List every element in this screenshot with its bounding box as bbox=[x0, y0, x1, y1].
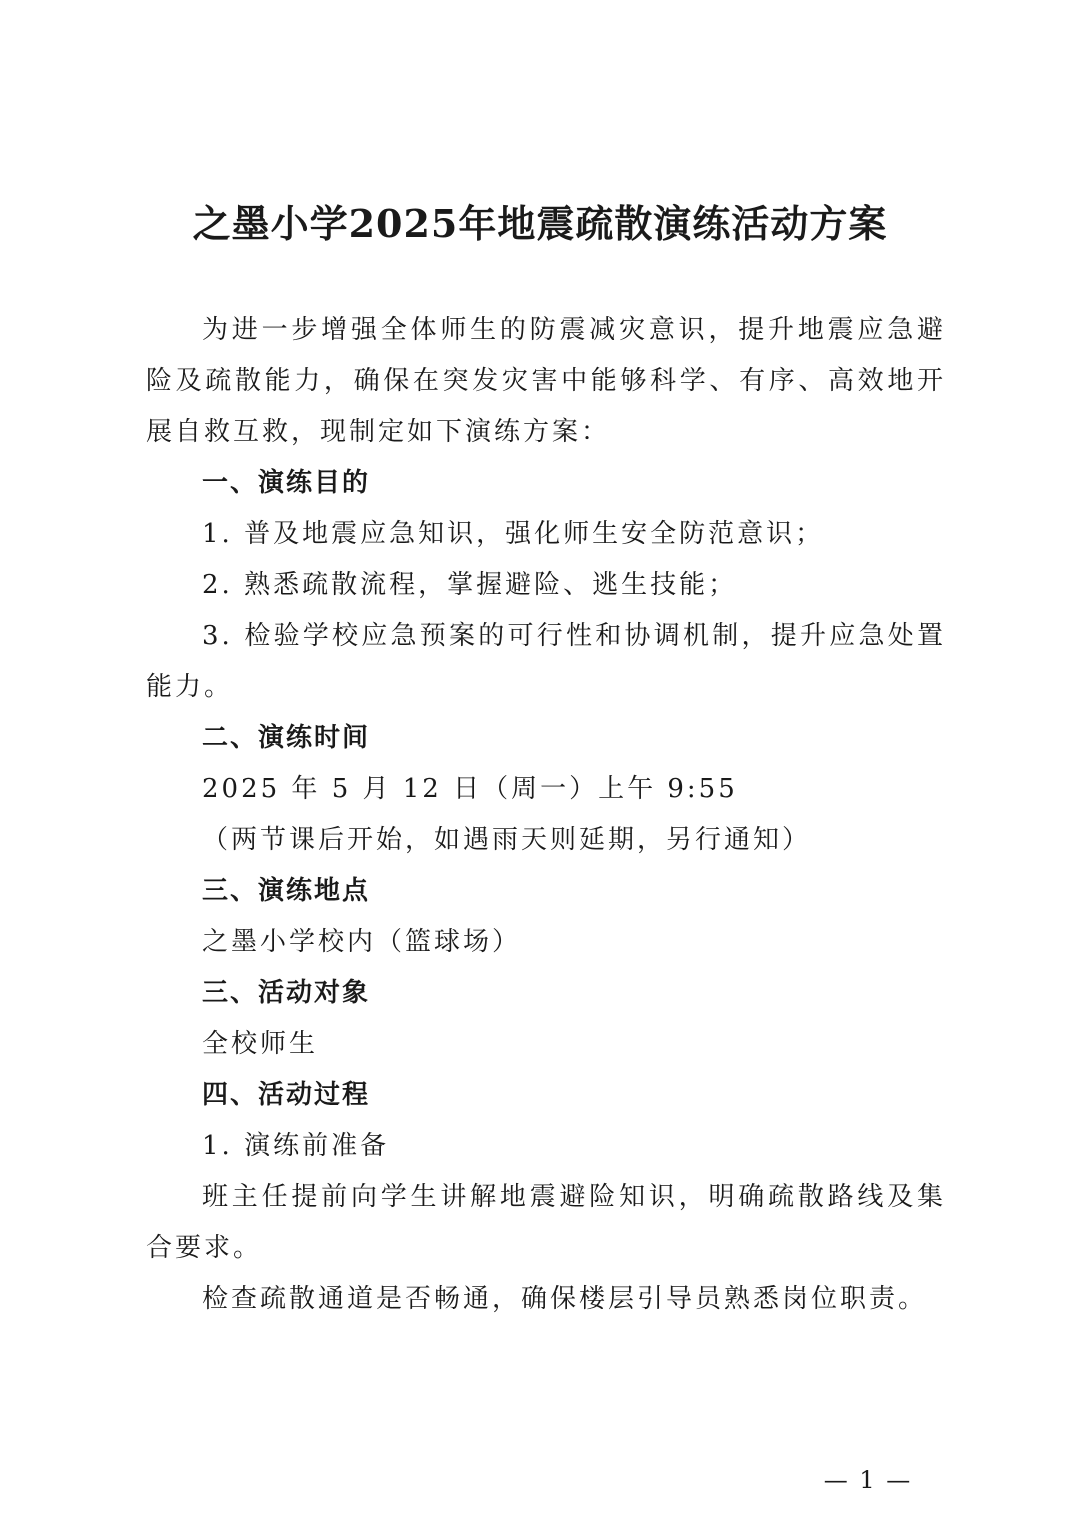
process-step-briefing: 班主任提前向学生讲解地震避险知识，明确疏散路线及集合要求。 bbox=[146, 1182, 946, 1263]
section-heading-time: 二、演练时间 bbox=[202, 723, 371, 753]
purpose-item-1: 1. 普及地震应急知识，强化师生安全防范意识； bbox=[202, 519, 825, 549]
drill-location: 之墨小学校内（篮球场） bbox=[202, 927, 522, 957]
section-heading-process: 四、活动过程 bbox=[202, 1080, 371, 1110]
document-body bbox=[146, 305, 946, 1325]
document-title: 之墨小学2025年地震疏散演练活动方案 bbox=[192, 201, 888, 246]
section-heading-location: 三、演练地点 bbox=[202, 876, 371, 906]
purpose-item-2: 2. 熟悉疏散流程，掌握避险、逃生技能； bbox=[202, 570, 738, 600]
process-subheading-preparation: 1. 演练前准备 bbox=[202, 1131, 390, 1161]
section-heading-purpose: 一、演练目的 bbox=[202, 468, 371, 498]
process-step-check: 检查疏散通道是否畅通，确保楼层引导员熟悉岗位职责。 bbox=[202, 1284, 928, 1314]
drill-time-note: （两节课后开始，如遇雨天则延期，另行通知） bbox=[202, 825, 812, 855]
drill-datetime: 2025 年 5 月 12 日（周一）上午 9:55 bbox=[202, 774, 738, 804]
page-number: — 1 — bbox=[823, 1466, 913, 1494]
section-heading-participants: 三、活动对象 bbox=[202, 978, 371, 1008]
purpose-item-3: 3. 检验学校应急预案的可行性和协调机制，提升应急处置能力。 bbox=[146, 621, 946, 702]
drill-participants: 全校师生 bbox=[202, 1029, 319, 1059]
intro-paragraph: 为进一步增强全体师生的防震减灾意识，提升地震应急避险及疏散能力，确保在突发灾害中能够科学、有序、高效地开展自救互救，现制定如下演练方案： bbox=[146, 315, 946, 447]
